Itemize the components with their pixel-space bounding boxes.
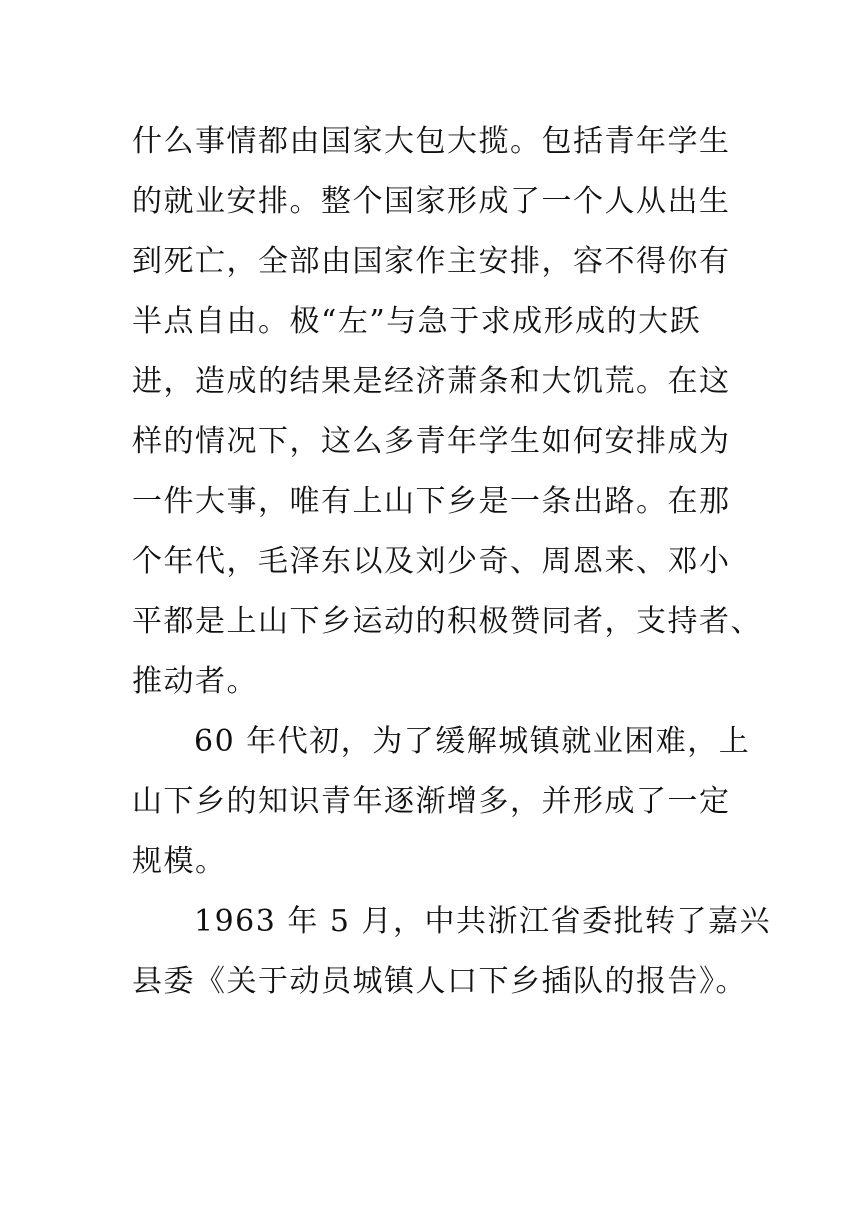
paragraph-start-line: 60 年代初，为了缓解城镇就业困难，上 <box>194 724 751 759</box>
body-text <box>132 112 772 1012</box>
text-line: 到死亡，全部由国家作主安排，容不得你有 <box>132 244 731 279</box>
text-line: 个年代，毛泽东以及刘少奇、周恩来、邓小 <box>132 544 731 579</box>
text-line: 的就业安排。整个国家形成了一个人从出生 <box>132 184 731 219</box>
text-line: 平都是上山下乡运动的积极赞同者，支持者、 <box>132 604 762 639</box>
paragraph-start-line: 1963 年 5 月，中共浙江省委批转了嘉兴 <box>194 904 772 939</box>
text-line: 推动者。 <box>132 664 258 699</box>
text-line: 县委《关于动员城镇人口下乡插队的报告》。 <box>132 964 747 999</box>
text-line: 进，造成的结果是经济萧条和大饥荒。在这 <box>132 364 731 399</box>
text-line: 什么事情都由国家大包大揽。包括青年学生 <box>132 124 731 159</box>
text-line: 一件大事，唯有上山下乡是一条出路。在那 <box>132 484 731 519</box>
text-line: 规模。 <box>132 844 227 879</box>
text-line: 半点自由。极“左”与急于求成形成的大跃 <box>132 304 702 339</box>
text-line: 山下乡的知识青年逐渐增多，并形成了一定 <box>132 784 731 819</box>
text-line: 样的情况下，这么多青年学生如何安排成为 <box>132 424 731 459</box>
